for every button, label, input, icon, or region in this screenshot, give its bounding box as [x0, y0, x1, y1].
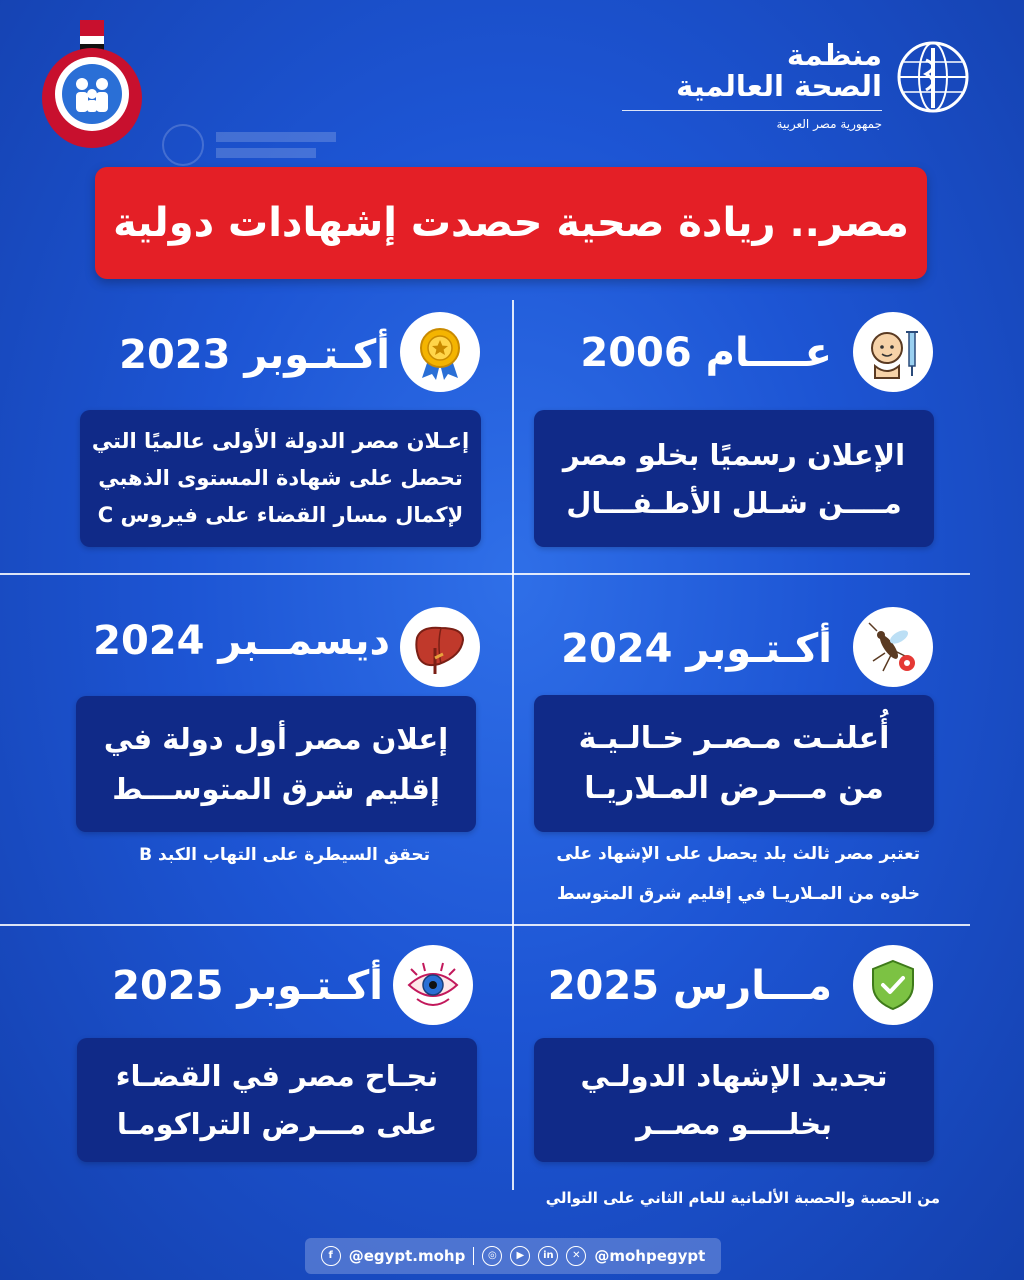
page-title: مصر.. ريادة صحية حصدت إشهادات دولية [113, 200, 909, 246]
who-emblem-icon [894, 38, 972, 116]
card-oct-2023-line-2: تحصل على شهادة المستوى الذهبي [98, 466, 463, 490]
card-oct-2023-line-1: إعـلان مصر الدولة الأولى عالميًا التي [91, 429, 470, 453]
footer-separator [473, 1247, 474, 1265]
who-divider [622, 110, 882, 111]
horizontal-divider-1 [0, 573, 970, 575]
card-oct-2025-line-2: على مـــرض التراكومـا [116, 1107, 438, 1141]
heading-mar-2025: مـــارس 2025 [547, 963, 832, 1009]
card-2006 [534, 410, 934, 547]
eye-icon [393, 945, 473, 1025]
who-country: جمهورية مصر العربية [776, 117, 882, 131]
title-banner [95, 167, 927, 279]
card-dec-2024-line-2: إقليم شرق المتوســـط [112, 772, 440, 806]
card-2006-line-1: الإعلان رسميًا بخلو مصر [562, 437, 906, 472]
card-oct-2023-line-3: لإكمال مسار القضاء على فيروس C [97, 503, 464, 527]
youtube-icon[interactable]: ▶ [510, 1246, 530, 1266]
shield-check-icon [853, 945, 933, 1025]
card-oct-2023 [80, 410, 481, 547]
baby-vaccine-icon [853, 312, 933, 392]
facebook-icon[interactable]: f [321, 1246, 341, 1266]
heading-2006: عــــام 2006 [580, 330, 832, 376]
card-oct-2024 [534, 695, 934, 832]
who-name-line1: منظمة [786, 38, 882, 72]
horizontal-divider-2 [0, 924, 970, 926]
heading-oct-2025: أكـتـوبر 2025 [112, 963, 383, 1009]
heading-oct-2024: أكـتـوبر 2024 [561, 626, 832, 672]
card-oct-2024-line-2: من مـــرض المـلاريـا [584, 770, 884, 806]
card-mar-2025-line-1: تجديد الإشهاد الدولـي [580, 1059, 888, 1093]
card-dec-2024-line-1: إعلان مصر أول دولة في [103, 722, 449, 756]
note-oct-2024-line-1: تعتبر مصر ثالث بلد يحصل على الإشهاد على [556, 844, 920, 864]
heading-oct-2023: أكـتـوبر 2023 [119, 332, 390, 378]
who-watermark [160, 122, 350, 168]
note-oct-2024-line-2: خلوه من المـلاريـا في إقليم شرق المتوسط [556, 884, 920, 904]
social-footer [305, 1238, 721, 1274]
card-oct-2024-line-1: أُعلنـت مـصـر خـالـيـة [578, 720, 890, 756]
card-mar-2025 [534, 1038, 934, 1162]
mosquito-icon [853, 607, 933, 687]
card-2006-line-2: مــــن شـلل الأطـفـــال [566, 485, 902, 520]
liver-icon [400, 607, 480, 687]
who-name [582, 40, 882, 131]
linkedin-icon[interactable]: in [538, 1246, 558, 1266]
card-oct-2025-line-1: نجـاح مصر في القضـاء [115, 1059, 439, 1093]
x-icon[interactable]: ✕ [566, 1246, 586, 1266]
note-dec-2024: تحقق السيطرة على التهاب الكبد B [139, 845, 430, 865]
card-oct-2025 [77, 1038, 477, 1162]
card-dec-2024 [76, 696, 476, 832]
gold-medal-icon [400, 312, 480, 392]
ministry-of-health-logo [36, 20, 148, 148]
card-mar-2025-line-2: بخلــــو مصــر [636, 1107, 832, 1141]
instagram-icon[interactable]: ◎ [482, 1246, 502, 1266]
who-name-line2: الصحة العالمية [676, 69, 882, 103]
social-handle[interactable]: @mohpegypt [594, 1247, 706, 1265]
facebook-handle[interactable]: @egypt.mohp [348, 1247, 466, 1265]
note-mar-2025: من الحصبة والحصبة الألمانية للعام الثاني على التوالي [545, 1189, 940, 1207]
heading-dec-2024: ديسمــبر 2024 [93, 618, 390, 664]
vertical-divider [512, 300, 514, 1190]
